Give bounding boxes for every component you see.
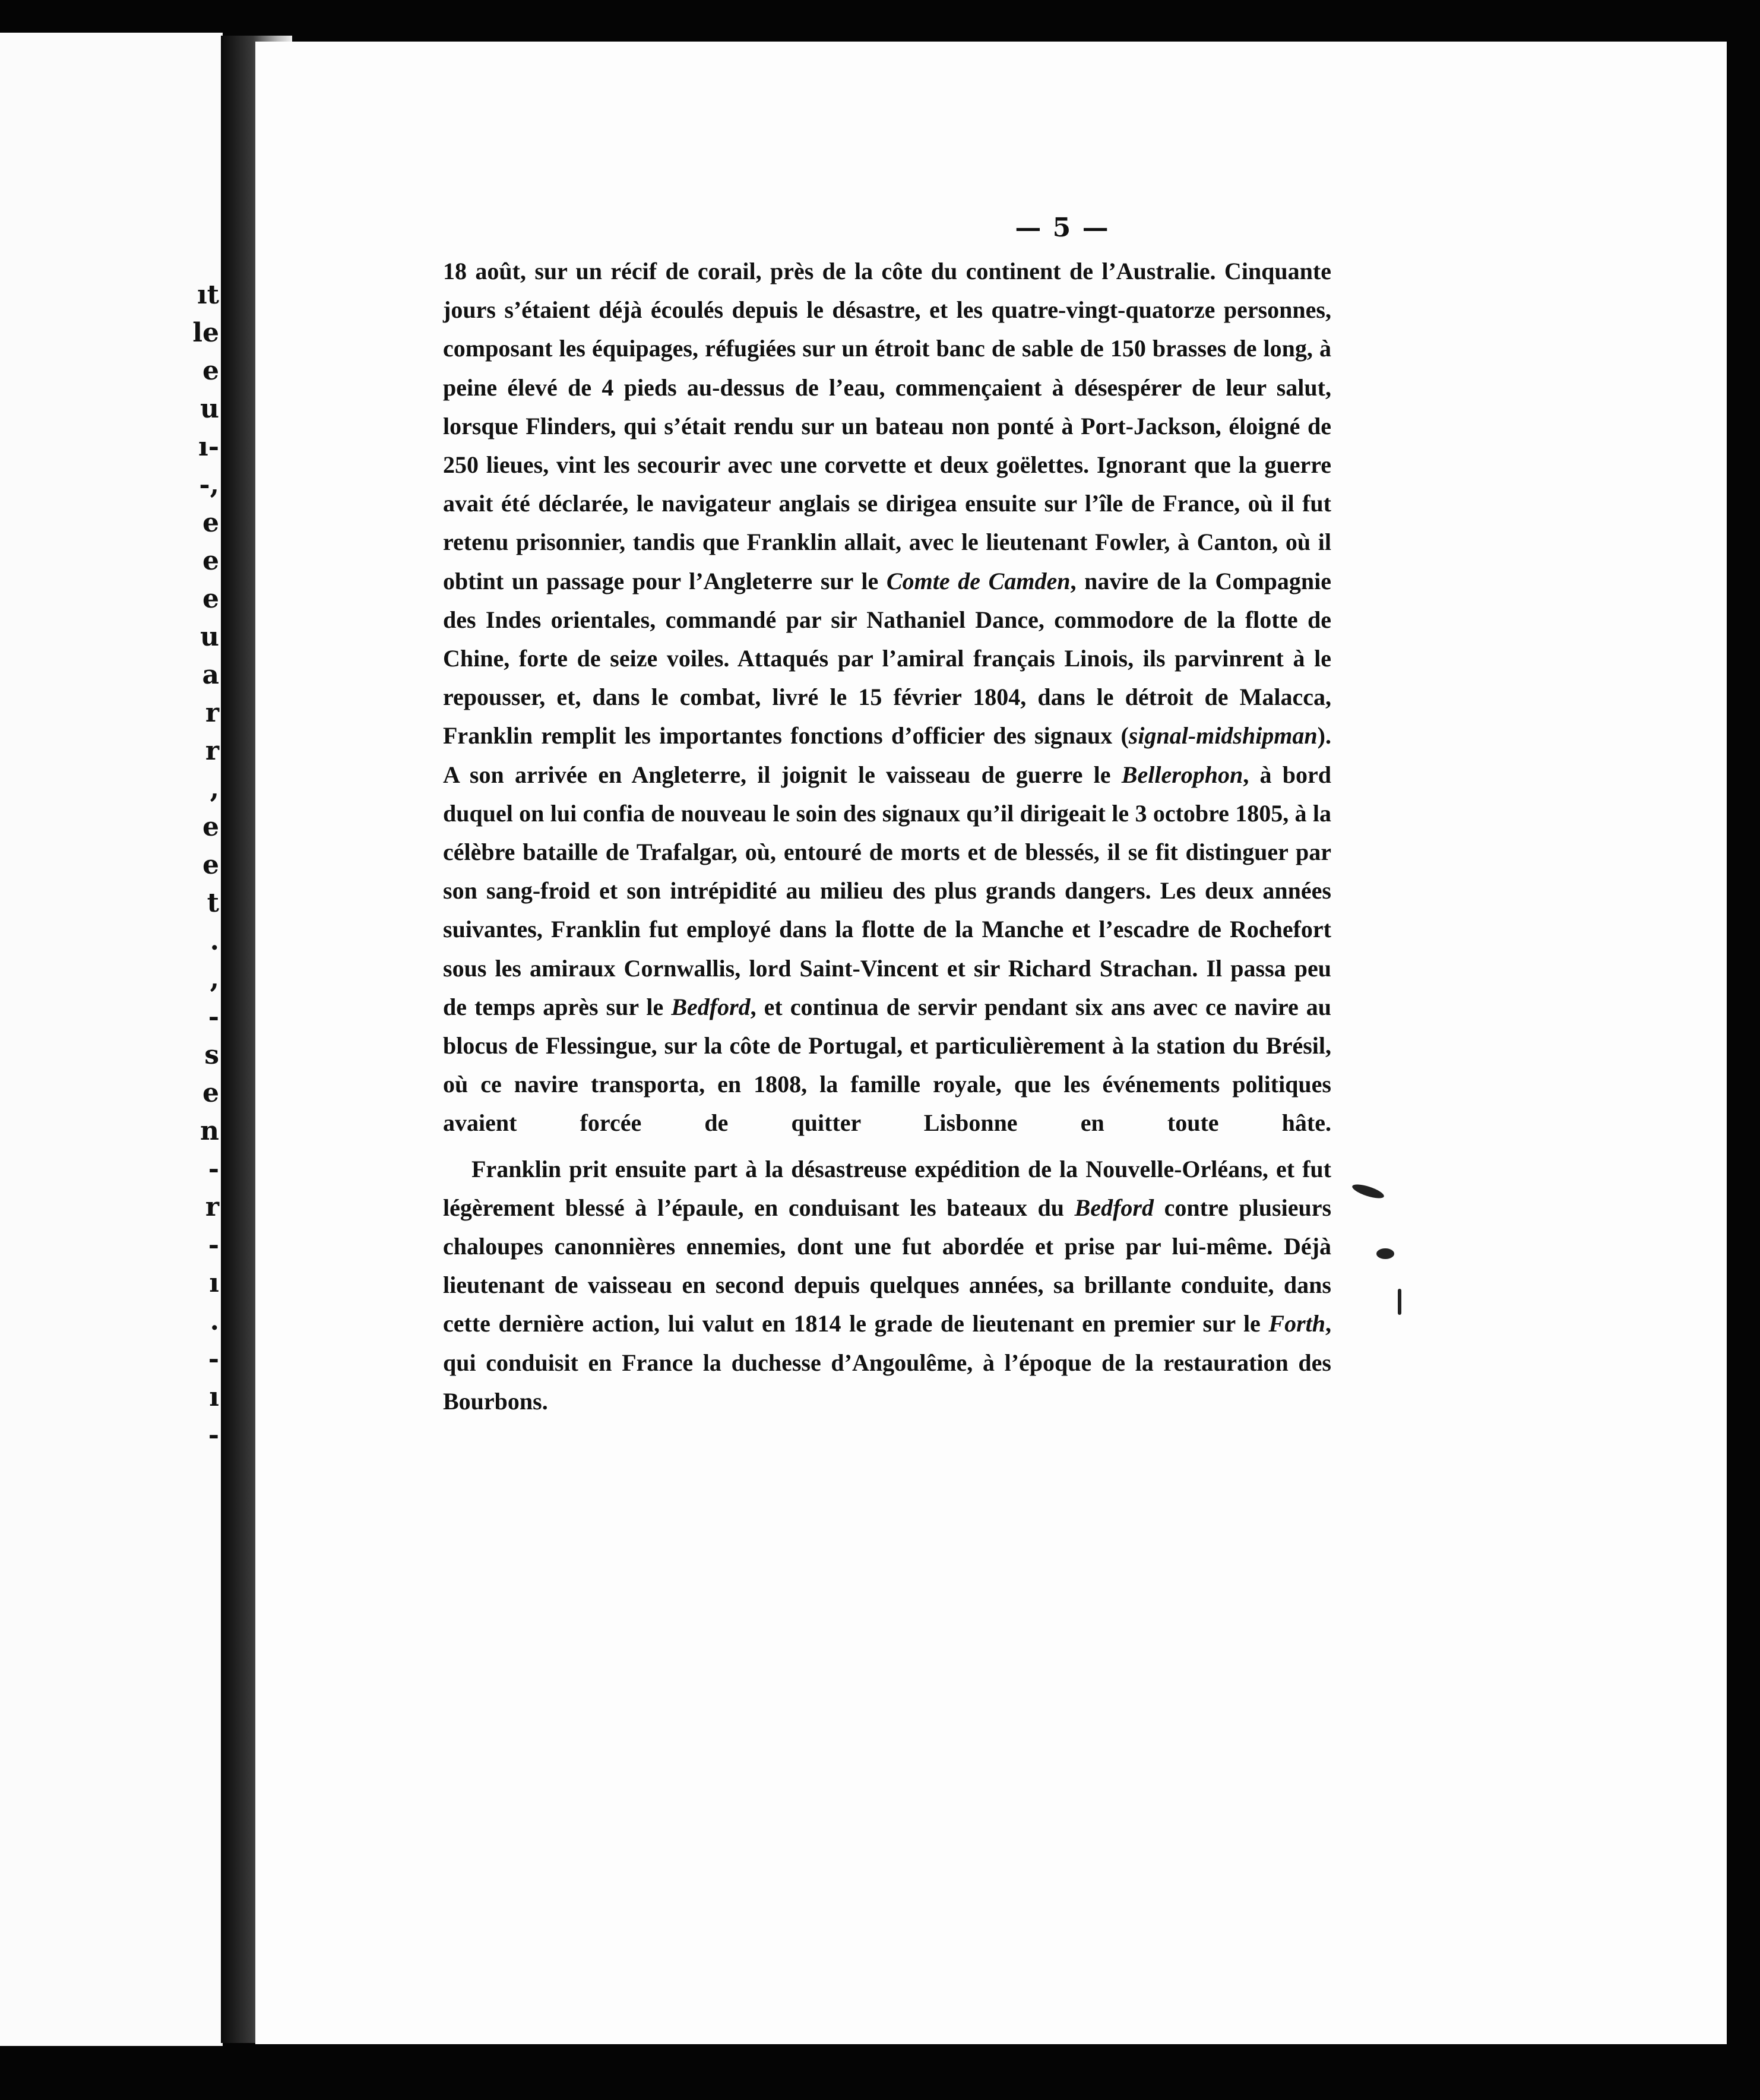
facing-page-fragment: s <box>204 1040 219 1070</box>
paragraph-1-text: 18 août, sur un récif de corail, près de la côte du continent de l’Australie. Cinquante jours s’étaient déjà écoulés depuis le désastre, et les quatre-vingt-quatorze personnes, composant les équipages, réfugiées sur un étroit banc de sable de 150 brasses de long, à peine élevé de 4 pieds au-dessus de l’eau, commençaient à désespérer de leur salut, lorsque Flinders, qui s’était rendu sur un bateau non ponté à Port-Jackson, éloigné de 250 lieues, vint les secourir avec une corvette et deux goëlettes. Ignorant que la guerre avait été déclarée, le navigateur anglais se dirigea ensuite sur l’île de France, où il fut retenu prisonnier, tandis que Franklin allait, avec le lieutenant Fowler, à Canton, où il obtint un passage pour l’Angleterre sur le <box>443 258 1331 594</box>
paragraph-1-text-c: ). A son arrivée en Angleterre, il joignit le vaisseau de guerre le <box>443 722 1331 788</box>
paragraph-2-text-c: , qui conduisit en France la duchesse d’Angoulême, à l’époque de la restauration des Bourbons. <box>443 1310 1332 1415</box>
paragraph-1-text-b: , navire de la Compagnie des Indes orientales, commandé par sir Nathaniel Dance, commodore de la flotte de Chine, forte de seize voiles. Attaqués par l’amiral français Linois, ils parvinrent à le repousser, et, dans le combat, livré le 15 février 1804, dans le détroit de Malacca, Franklin remplit les importantes fonctions d’officier des signaux ( <box>443 567 1331 749</box>
facing-page-fragment: u <box>200 622 219 652</box>
facing-page-fragment: - <box>208 1230 219 1260</box>
facing-page-fragment: a <box>202 660 219 690</box>
ink-smudge <box>1351 1182 1385 1201</box>
facing-page-fragment: n <box>200 1116 219 1146</box>
paragraph-1-text-e: , et continua de servir pendant six ans avec ce navire au blocus de Flessingue, sur la côte de Portugal, et particulièrement à la station du Brésil, où ce navire transporta, en 1808, la famille royale, que les événements politiques avaient forcée de quitter Lisbonne en toute hâte. <box>443 993 1331 1137</box>
paragraph-1 <box>443 252 1331 1143</box>
page <box>255 42 1727 2044</box>
paragraph-1-text-d: , à bord duquel on lui confia de nouveau le soin des signaux qu’il dirigeait le 3 octobre 1805, à la célèbre bataille de Trafalgar, où, entouré de morts et de blessés, il se fit distinguer par son sang-froid et son intrépidité au milieu des plus grands dangers. Les deux années suivantes, Franklin fut employé dans la flotte de la Manche et l’escadre de Rochefort sous les amiraux Cornwallis, lord Saint-Vincent et sir Richard Strachan. Il passa peu de temps après sur le <box>443 761 1332 1020</box>
ship-name-bellerophon: Bellerophon <box>1121 761 1243 788</box>
paragraph-2-text: Franklin prit ensuite part à la désastreuse expédition de la Nouvelle-Orléans, et fut légèrement blessé à l’épaule, en conduisant les bateaux du <box>443 1155 1331 1221</box>
facing-page-fragment: t <box>207 888 219 918</box>
ship-name-forth: Forth <box>1268 1310 1326 1337</box>
facing-page-fragment: . <box>210 1306 219 1336</box>
facing-page-text-fragments <box>0 33 223 2046</box>
facing-page-fragment: ı <box>209 1268 219 1298</box>
ship-name-bedford: Bedford <box>671 993 751 1020</box>
facing-page-fragment: le <box>192 318 219 348</box>
facing-page-fragment: . <box>210 926 219 956</box>
facing-page-fragment: - <box>208 1002 219 1032</box>
signal-midshipman-term: signal-midshipman <box>1128 722 1318 749</box>
facing-page-fragment: , <box>210 964 219 994</box>
body-text <box>443 252 1331 1421</box>
facing-page-fragment: r <box>205 698 219 728</box>
facing-page-fragment: e <box>202 546 219 576</box>
paragraph-2-text-b: contre plusieurs chaloupes canonnières ennemies, dont une fut abordée et prise par lui-même. Déjà lieutenant de vaisseau en second depuis quelques années, sa brillante conduite, dans cette dernière action, lui valut en 1814 le grade de lieutenant en premier sur le <box>443 1194 1332 1337</box>
facing-page-fragment: ı <box>209 1382 219 1412</box>
page-number: — 5 — <box>1015 213 1110 243</box>
facing-page-fragment: - <box>208 1420 219 1450</box>
facing-page-fragment: e <box>202 1078 219 1108</box>
facing-page-fragment: e <box>202 850 219 880</box>
ink-smudge <box>1376 1248 1394 1259</box>
facing-page-fragment: ı- <box>198 432 219 462</box>
paragraph-2 <box>443 1150 1331 1421</box>
facing-page-fragment: - <box>208 1344 219 1374</box>
facing-page-fragment: - <box>208 1154 219 1184</box>
facing-page-fragment: e <box>202 584 219 614</box>
facing-page-fragment: r <box>205 1192 219 1222</box>
facing-page-fragment: e <box>202 508 219 538</box>
facing-page-edge <box>0 33 223 2046</box>
ink-smudge <box>1398 1289 1401 1315</box>
facing-page-fragment: , <box>210 774 219 804</box>
facing-page-fragment: ıt <box>197 280 219 310</box>
facing-page-fragment: e <box>202 812 219 842</box>
ship-name-comte-de-camden: Comte de Camden <box>886 567 1071 594</box>
facing-page-fragment: -, <box>199 470 219 500</box>
ship-name-bedford-2: Bedford <box>1074 1194 1154 1221</box>
facing-page-fragment: u <box>200 394 219 424</box>
facing-page-fragment: r <box>205 736 219 766</box>
facing-page-fragment: e <box>202 356 219 386</box>
